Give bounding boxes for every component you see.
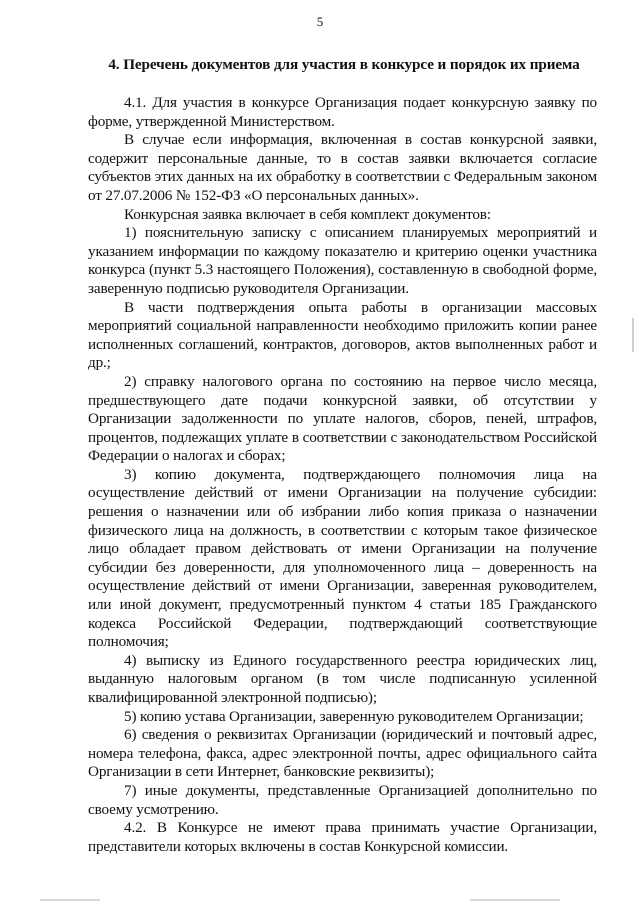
paragraph-experience: В части подтверждения опыта работы в организации массовых мероприятий социальной направленности необходимо приложить копии ранее исполненных соглашений, контрактов, договоров, актов выполненных работ и др.; — [88, 298, 597, 372]
list-item-4: 4) выписку из Единого государственного реестра юридических лиц, выданную налоговым органом (в том числе подписанную усиленной квалифицированной электронной подписью); — [88, 651, 597, 706]
page-number: 5 — [316, 14, 324, 29]
list-item-6: 6) сведения о реквизитах Организации (юридический и почтовый адрес, номера телефона, факса, адрес электронной почты, адрес официального сайта Организации в сети Интернет, банковские реквизиты); — [88, 726, 597, 781]
document-body — [88, 94, 597, 856]
list-item-7: 7) иные документы, представленные Организацией дополнительно по своему усмотрению. — [88, 781, 597, 818]
list-item-2: 2) справку налогового органа по состоянию на первое число месяца, предшествующего дате подачи конкурсной заявки, об отсутствии у Организации задолженности по уплате налогов, сборов, пеней, штрафов, процентов, подлежащих уплате в соответствии с законодательством Российской Федерации о налогах и сборах; — [88, 372, 597, 465]
list-item-5: 5) копию устава Организации, заверенную руководителем Организации; — [124, 707, 584, 725]
scan-edge-mark — [632, 318, 634, 352]
list-item-3: 3) копию документа, подтверждающего полномочия лица на осуществление действий от имени Организации на получение субсидии: решения о назначении или об избрании либо копия приказа о назначении физического лица на должность, в соответствии с которым такое физическое лицо обладает правом действовать от имени Организации на получение субсидии без доверенности, для уполномоченного лица – доверенность на осуществление действий от имени Организации, заверенная руководителем, или иной документ, предусмотренный пунктом 4 статьи 185 Гражданского кодекса Российской Федерации, подтверждающий соответствующие полномочия; — [88, 465, 597, 651]
list-item-1: 1) пояснительную записку с описанием планируемых мероприятий и указанием информации по каждому показателю и критерию оценки участника конкурса (пункт 5.3 настоящего Положения), составленную в свободной форме, заверенную подписью руководителя Организации. — [88, 224, 597, 297]
section-heading: 4. Перечень документов для участия в конкурсе и порядок их приема — [108, 56, 580, 73]
paragraph-document-set: Конкурсная заявка включает в себя комплект документов: — [124, 205, 491, 223]
paragraph-4-1: 4.1. Для участия в конкурсе Организация подает конкурсную заявку по форме, утвержденной Министерством. — [88, 94, 597, 130]
scan-bottom-mark — [470, 899, 560, 901]
paragraph-personal-data: В случае если информация, включенная в состав конкурсной заявки, содержит персональные данные, то в состав заявки включается согласие субъектов этих данных на их обработку в соответствии с Федеральным законом от 27.07.2006 № 152-ФЗ «О персональных данных». — [88, 131, 597, 204]
paragraph-4-2: 4.2. В Конкурсе не имеют права принимать участие Организации, представители которых включены в состав Конкурсной комиссии. — [88, 819, 597, 855]
scan-bottom-mark — [40, 899, 100, 901]
